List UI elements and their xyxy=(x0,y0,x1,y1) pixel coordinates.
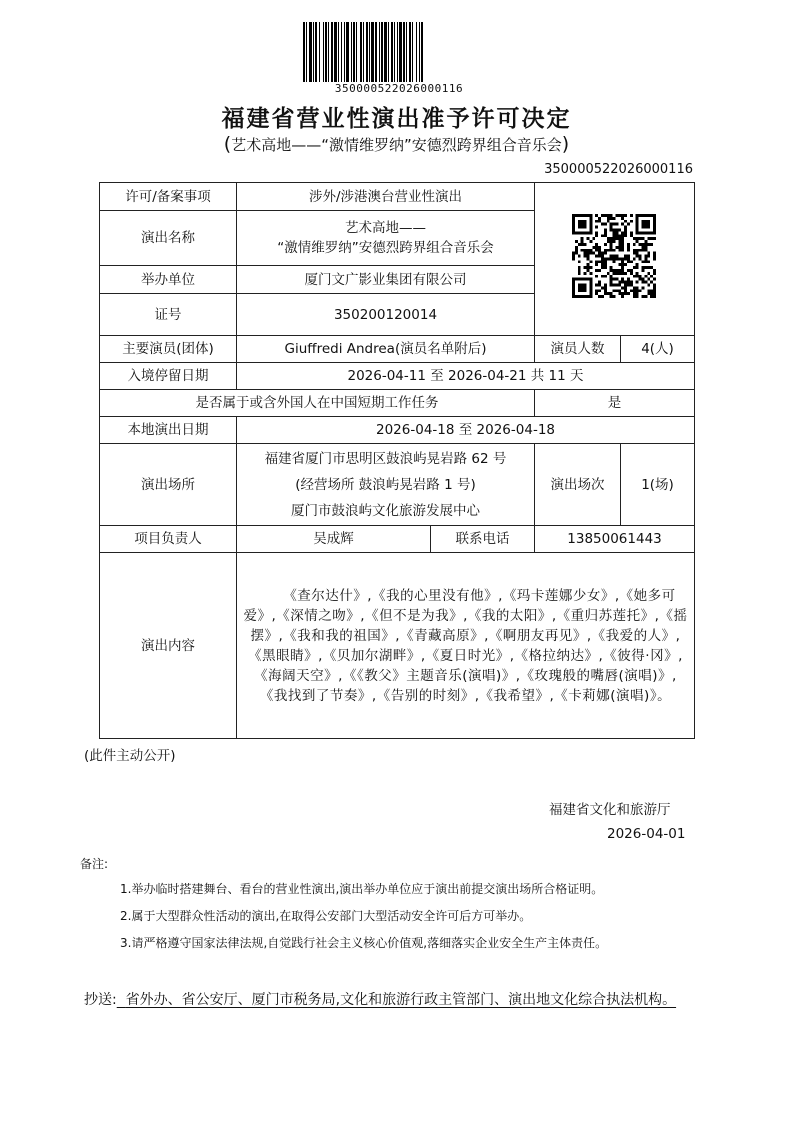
note-item: 2.属于大型群众性活动的演出,在取得公安部门大型活动安全许可后方可举办。 xyxy=(120,909,532,923)
content-text: 《查尔达什》,《我的心里没有他》,《玛卡莲娜少女》,《她多可爱》,《深情之吻》,《但不是为我》,《我的太阳》,《重归苏莲托》,《摇摆》,《我和我的祖国》,《青藏高原》,《啊朋友再见》,《我爱的人》,《黑眼睛》,《贝加尔湖畔》,《夏日时光》,《格拉纳达》,《彼得·冈》,《海阔天空》,《《教父》主题音乐(演唱)》,《玫瑰般的嘴唇(演唱)》,《我找到了节奏》,《告别的时刻》,《我希望》,《卡莉娜(演唱)》。 xyxy=(243,587,688,704)
document-number: 350000522026000116 xyxy=(544,162,693,177)
note-item: 3.请严格遵守国家法律法规,自觉践行社会主义核心价值观,落细落实企业安全生产主体责任。 xyxy=(120,936,608,950)
subtitle-text: 艺术高地——“激情维罗纳”安德烈跨界组合音乐会 xyxy=(231,136,562,154)
organizer-value: 厦门文广影业集团有限公司 xyxy=(237,266,535,294)
document-subtitle xyxy=(0,133,793,155)
notes-heading: 备注: xyxy=(80,857,109,871)
stay-value: 2026-04-11 至 2026-04-21 共 11 天 xyxy=(237,363,695,390)
barcode-number: 350000522026000116 xyxy=(334,82,464,95)
cert-value: 350200120014 xyxy=(237,294,535,336)
cert-label: 证号 xyxy=(100,294,237,336)
local-dates-label: 本地演出日期 xyxy=(100,417,237,444)
permit-type-label: 许可/备案事项 xyxy=(100,183,237,211)
venue-line1: 福建省厦门市思明区鼓浪屿晃岩路 62 号 xyxy=(264,450,507,467)
show-name-value xyxy=(237,211,535,266)
organizer-label: 举办单位 xyxy=(100,266,237,294)
cc-section xyxy=(84,987,724,1013)
sessions-label: 演出场次 xyxy=(535,444,621,526)
note-item: 1.举办临时搭建舞台、看台的营业性演出,演出举办单位应于演出前提交演出场所合格证明。 xyxy=(120,882,604,896)
manager-label: 项目负责人 xyxy=(100,526,237,553)
venue-line2: (经营场所 鼓浪屿晃岩路 1 号) xyxy=(295,476,476,493)
subtitle-open-paren: ( xyxy=(223,133,232,155)
barcode-image xyxy=(303,22,495,82)
content-value xyxy=(237,553,695,739)
performer-count-label: 演员人数 xyxy=(535,336,621,363)
permit-type-value: 涉外/涉港澳台营业性演出 xyxy=(237,183,535,211)
issue-date: 2026-04-01 xyxy=(607,826,686,842)
public-note: (此件主动公开) xyxy=(84,748,176,764)
performers-value: Giuffredi Andrea(演员名单附后) xyxy=(237,336,535,363)
subtitle-close-paren: ) xyxy=(561,133,570,155)
short-work-value: 是 xyxy=(535,390,695,417)
cc-recipients xyxy=(117,992,676,1008)
qr-code-image xyxy=(572,214,656,298)
phone-label: 联系电话 xyxy=(431,526,535,553)
show-name-line1: 艺术高地—— xyxy=(345,220,426,236)
sessions-value: 1(场) xyxy=(621,444,695,526)
stay-label: 入境停留日期 xyxy=(100,363,237,390)
performers-label: 主要演员(团体) xyxy=(100,336,237,363)
short-work-label: 是否属于或含外国人在中国短期工作任务 xyxy=(100,390,535,417)
manager-value: 吴成辉 xyxy=(237,526,431,553)
cc-label: 抄送: xyxy=(84,992,117,1008)
venue-line3: 厦门市鼓浪屿文化旅游发展中心 xyxy=(291,502,480,519)
document-title: 福建省营业性演出准予许可决定 xyxy=(221,106,572,132)
show-name-label: 演出名称 xyxy=(100,211,237,266)
venue-label: 演出场所 xyxy=(100,444,237,526)
show-name-line2: “激情维罗纳”安德烈跨界组合音乐会 xyxy=(277,240,494,256)
content-label: 演出内容 xyxy=(100,553,237,739)
performer-count-value: 4(人) xyxy=(621,336,695,363)
local-dates-value: 2026-04-18 至 2026-04-18 xyxy=(237,417,695,444)
cc-recipients-text: 省外办、省公安厅、厦门市税务局,文化和旅游行政主管部门、演出地文化综合执法机构。 xyxy=(125,992,677,1008)
venue-value xyxy=(237,444,535,526)
issuer-name: 福建省文化和旅游厅 xyxy=(549,802,671,818)
phone-value: 13850061443 xyxy=(535,526,695,553)
